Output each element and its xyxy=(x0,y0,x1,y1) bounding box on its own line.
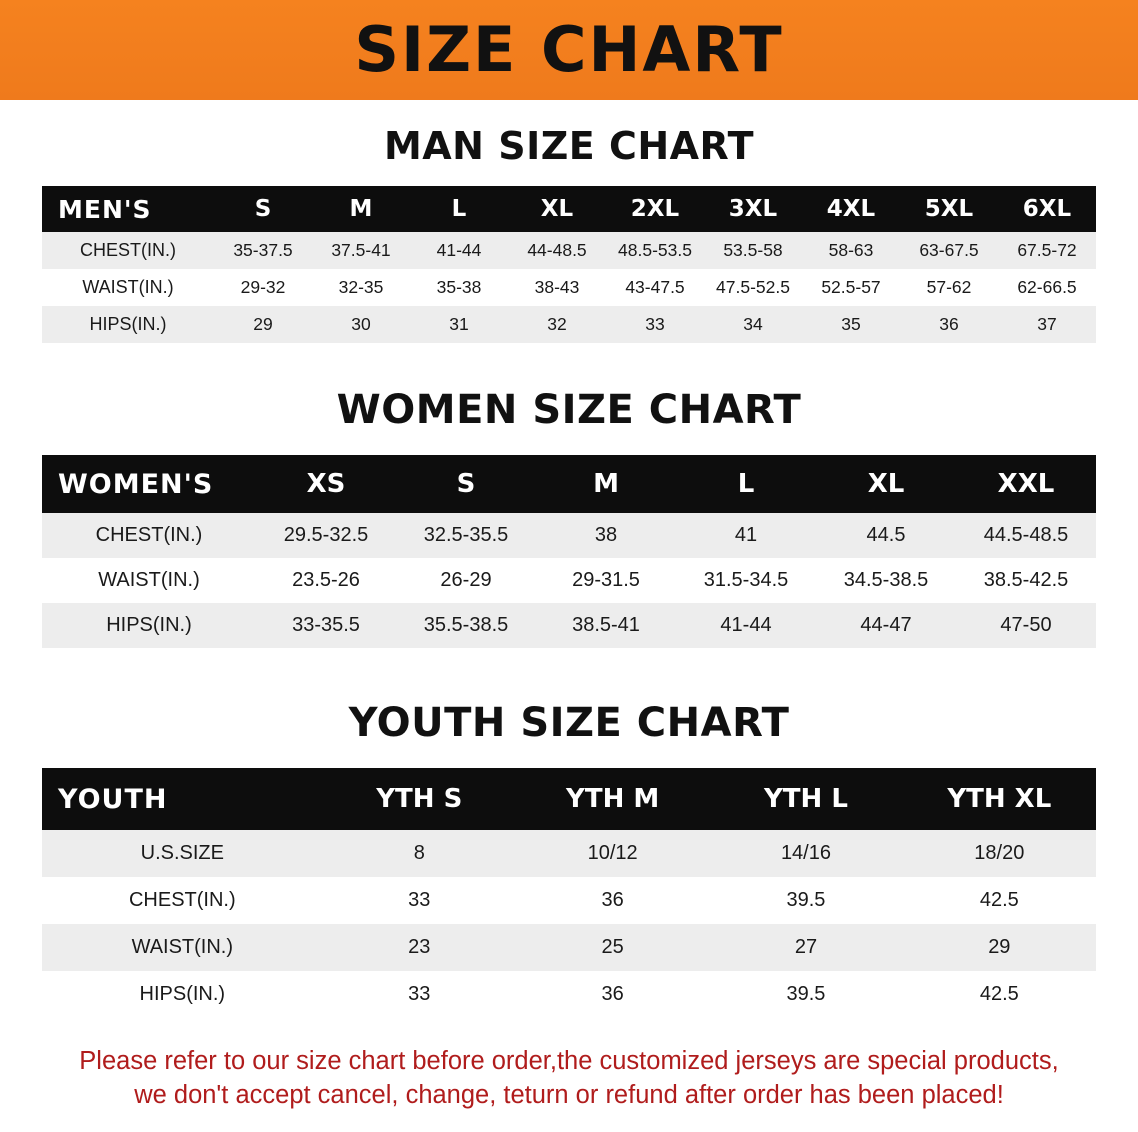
youth-corner-label: YOUTH xyxy=(42,768,323,830)
women-row-label-waist: WAIST(IN.) xyxy=(98,569,200,591)
table-row xyxy=(42,924,1096,971)
women-size-table xyxy=(42,455,1096,648)
table-cell: 41-44 xyxy=(436,240,482,260)
youth-row-label-waist: WAIST(IN.) xyxy=(131,936,234,958)
table-cell: 44-47 xyxy=(860,614,912,636)
men-col-7: 5XL xyxy=(900,186,998,232)
table-cell: 35-37.5 xyxy=(233,240,293,260)
table-cell: 41 xyxy=(734,524,758,546)
table-cell: 18/20 xyxy=(974,842,1025,864)
men-col-6: 4XL xyxy=(802,186,900,232)
table-cell: 44.5-48.5 xyxy=(983,524,1069,546)
table-cell: 44.5 xyxy=(866,524,906,546)
table-cell: 34.5-38.5 xyxy=(843,569,929,591)
women-col-0: XS xyxy=(256,455,396,513)
youth-col-2: YTH L xyxy=(709,768,902,830)
table-cell: 23 xyxy=(408,936,431,958)
table-row xyxy=(42,269,1096,306)
table-cell: 42.5 xyxy=(979,983,1019,1005)
policy-note xyxy=(39,1044,1099,1113)
table-cell: 52.5-57 xyxy=(821,277,881,297)
table-cell: 38.5-41 xyxy=(572,614,640,636)
table-cell: 67.5-72 xyxy=(1017,240,1077,260)
table-cell: 39.5 xyxy=(786,889,826,911)
table-cell: 25 xyxy=(601,936,624,958)
table-cell: 35-38 xyxy=(436,277,482,297)
men-col-0: S xyxy=(214,186,312,232)
table-cell: 47-50 xyxy=(1000,614,1052,636)
table-cell: 43-47.5 xyxy=(625,277,685,297)
table-cell: 33-35.5 xyxy=(292,614,360,636)
youth-row-label-ussize: U.S.SIZE xyxy=(140,842,224,864)
table-cell: 39.5 xyxy=(786,983,826,1005)
table-cell: 38 xyxy=(594,524,618,546)
table-header-row xyxy=(42,768,1096,830)
table-cell: 62-66.5 xyxy=(1017,277,1077,297)
table-cell: 48.5-53.5 xyxy=(618,240,692,260)
youth-col-1: YTH M xyxy=(516,768,709,830)
table-cell: 33 xyxy=(408,983,431,1005)
women-row-label-hips: HIPS(IN.) xyxy=(106,614,192,636)
women-col-5: XXL xyxy=(956,455,1096,513)
youth-row-label-chest: CHEST(IN.) xyxy=(128,889,236,911)
table-row xyxy=(42,306,1096,343)
table-cell: 37 xyxy=(1037,314,1057,334)
policy-note-line-2: we don't accept cancel, change, teturn or refund after order has been placed! xyxy=(134,1081,1004,1110)
men-corner-label: MEN'S xyxy=(42,186,214,232)
men-col-2: L xyxy=(410,186,508,232)
table-cell: 36 xyxy=(601,983,624,1005)
table-cell: 37.5-41 xyxy=(331,240,391,260)
table-cell: 44-48.5 xyxy=(527,240,587,260)
table-cell: 32-35 xyxy=(338,277,384,297)
men-col-5: 3XL xyxy=(704,186,802,232)
men-row-label-hips: HIPS(IN.) xyxy=(89,314,167,334)
men-col-4: 2XL xyxy=(606,186,704,232)
women-col-3: L xyxy=(676,455,816,513)
table-cell: 14/16 xyxy=(780,842,831,864)
men-row-label-chest: CHEST(IN.) xyxy=(80,240,176,260)
table-cell: 31.5-34.5 xyxy=(703,569,789,591)
women-col-1: S xyxy=(396,455,536,513)
table-cell: 47.5-52.5 xyxy=(716,277,790,297)
table-cell: 38.5-42.5 xyxy=(983,569,1069,591)
table-row xyxy=(42,877,1096,924)
women-col-2: M xyxy=(536,455,676,513)
table-cell: 53.5-58 xyxy=(723,240,783,260)
men-col-3: XL xyxy=(508,186,606,232)
table-cell: 41-44 xyxy=(720,614,772,636)
table-cell: 27 xyxy=(794,936,818,958)
table-cell: 35 xyxy=(841,314,861,334)
table-row xyxy=(42,232,1096,269)
table-cell: 8 xyxy=(413,842,425,864)
table-cell: 34 xyxy=(743,314,763,334)
banner xyxy=(0,0,1138,100)
table-cell: 26-29 xyxy=(440,569,492,591)
women-row-label-chest: CHEST(IN.) xyxy=(95,524,203,546)
table-cell: 29.5-32.5 xyxy=(283,524,369,546)
men-row-label-waist: WAIST(IN.) xyxy=(82,277,174,297)
table-row xyxy=(42,603,1096,648)
man-section-heading: MAN SIZE CHART xyxy=(383,124,755,168)
table-cell: 30 xyxy=(351,314,371,334)
women-section-heading: WOMEN SIZE CHART xyxy=(336,387,802,433)
table-cell: 29-32 xyxy=(240,277,286,297)
table-row xyxy=(42,830,1096,877)
banner-title: SIZE CHART xyxy=(354,13,784,86)
table-cell: 33 xyxy=(408,889,431,911)
table-cell: 31 xyxy=(449,314,469,334)
youth-row-label-hips: HIPS(IN.) xyxy=(139,983,226,1005)
table-cell: 10/12 xyxy=(587,842,638,864)
men-col-8: 6XL xyxy=(998,186,1096,232)
youth-section-heading: YOUTH SIZE CHART xyxy=(348,700,790,746)
table-cell: 29 xyxy=(253,314,273,334)
table-cell: 29 xyxy=(988,936,1011,958)
table-cell: 58-63 xyxy=(828,240,874,260)
youth-col-0: YTH S xyxy=(323,768,516,830)
women-col-4: XL xyxy=(816,455,956,513)
table-row xyxy=(42,558,1096,603)
men-col-1: M xyxy=(312,186,410,232)
table-row xyxy=(42,513,1096,558)
table-cell: 32.5-35.5 xyxy=(423,524,509,546)
table-cell: 35.5-38.5 xyxy=(423,614,509,636)
table-cell: 36 xyxy=(601,889,624,911)
table-cell: 38-43 xyxy=(534,277,580,297)
women-corner-label: WOMEN'S xyxy=(42,455,256,513)
policy-note-line-1: Please refer to our size chart before order,the customized jerseys are special products, xyxy=(79,1047,1059,1075)
youth-size-table xyxy=(42,768,1096,1018)
men-size-table xyxy=(42,186,1096,343)
table-cell: 42.5 xyxy=(979,889,1019,911)
table-row xyxy=(42,971,1096,1018)
table-cell: 36 xyxy=(939,314,959,334)
table-cell: 33 xyxy=(645,314,665,334)
youth-col-3: YTH XL xyxy=(903,768,1096,830)
table-cell: 23.5-26 xyxy=(292,569,360,591)
table-header-row xyxy=(42,455,1096,513)
table-cell: 32 xyxy=(547,314,567,334)
table-cell: 57-62 xyxy=(926,277,972,297)
table-header-row xyxy=(42,186,1096,232)
table-cell: 29-31.5 xyxy=(572,569,640,591)
table-cell: 63-67.5 xyxy=(919,240,979,260)
